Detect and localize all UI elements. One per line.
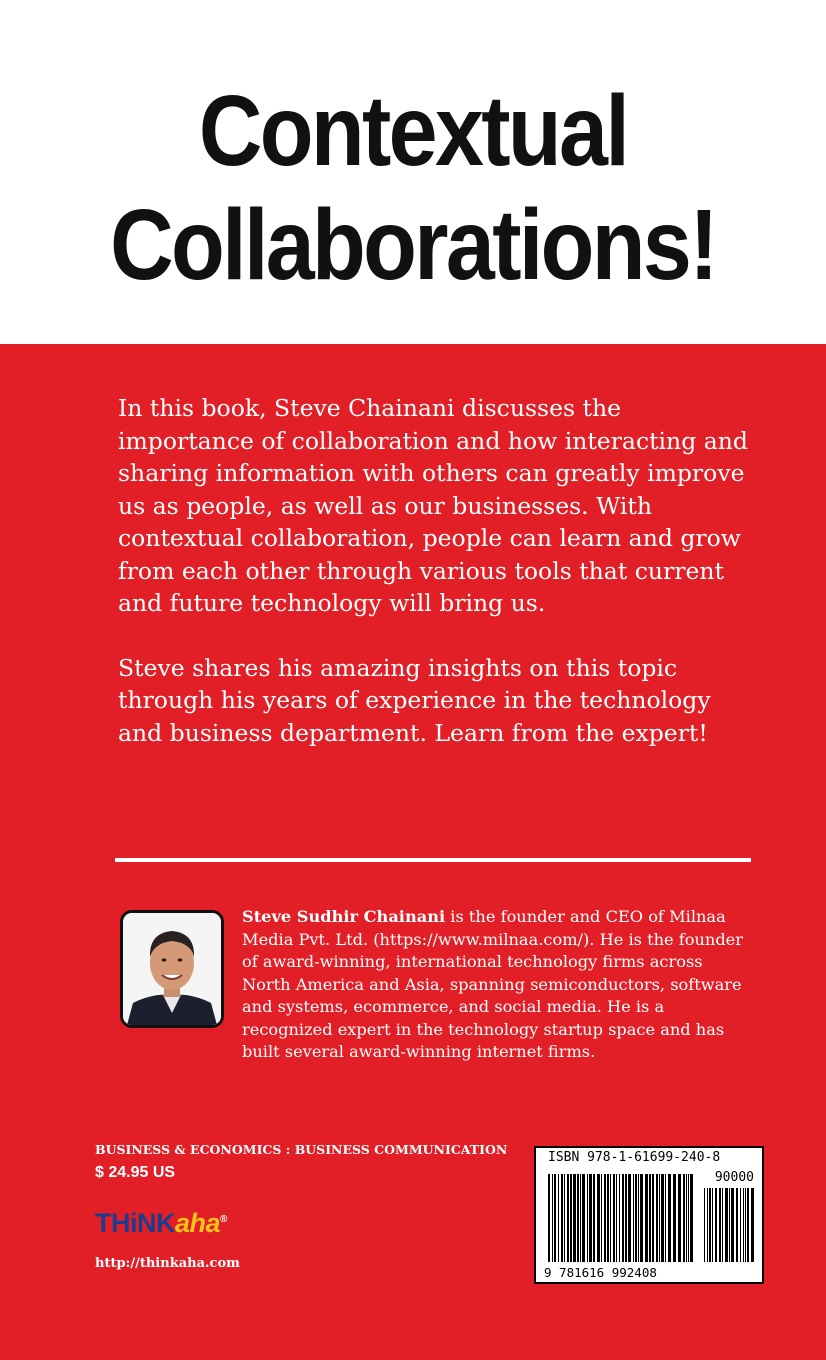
barcode-bar — [673, 1174, 676, 1262]
barcode-bar — [616, 1174, 617, 1262]
barcode-addon-bar — [722, 1188, 723, 1262]
publisher-logo — [95, 1208, 227, 1239]
barcode-addon-bar — [751, 1188, 754, 1262]
barcode-bar — [652, 1174, 654, 1262]
barcode-bar — [554, 1174, 556, 1262]
barcode-bar — [659, 1174, 660, 1262]
barcode-bars — [544, 1170, 758, 1266]
barcode-bar — [690, 1174, 693, 1262]
barcode-bar — [635, 1174, 637, 1262]
book-blurb — [118, 392, 758, 781]
barcode-bar — [570, 1174, 572, 1262]
author-portrait-image — [123, 913, 221, 1025]
barcode-bar — [613, 1174, 615, 1262]
book-category: BUSINESS & ECONOMICS : BUSINESS COMMUNICATION — [95, 1142, 508, 1157]
barcode-addon-bar — [747, 1188, 749, 1262]
barcode-addon-bar — [745, 1188, 746, 1262]
barcode-bar — [686, 1174, 687, 1262]
barcode-bar — [601, 1174, 602, 1262]
book-title-line-1: Contextual — [198, 75, 628, 187]
author-bio — [242, 906, 754, 1064]
barcode-addon-bar — [725, 1188, 728, 1262]
registered-mark: ® — [220, 1214, 227, 1225]
barcode-addon-bar — [704, 1188, 705, 1262]
barcode-bar — [619, 1174, 620, 1262]
barcode-addon-bar — [707, 1188, 708, 1262]
barcode-bar — [622, 1174, 624, 1262]
barcode-addon-bar — [740, 1188, 741, 1262]
barcode-addon-bar — [709, 1188, 711, 1262]
book-price: $ 24.95 US — [95, 1164, 176, 1181]
barcode-bar — [604, 1174, 606, 1262]
isbn-barcode — [534, 1146, 764, 1284]
barcode-bar — [633, 1174, 634, 1262]
barcode-bar — [656, 1174, 658, 1262]
barcode-bar — [649, 1174, 651, 1262]
divider-rule — [115, 858, 751, 862]
barcode-bar — [587, 1174, 588, 1262]
barcode-addon-bar — [729, 1188, 730, 1262]
logo-think-text: THiNK — [95, 1208, 175, 1238]
barcode-bar — [548, 1174, 550, 1262]
barcode-bar — [628, 1174, 631, 1262]
barcode-bar — [625, 1174, 627, 1262]
author-name: Steve Sudhir Chainani — [242, 907, 446, 926]
barcode-bar — [665, 1174, 666, 1262]
author-bio-text: is the founder and CEO of Milnaa Media Pvt. Ltd. (https://www.milnaa.com/). He is the founder of award-winning, international technology firms across North America and Asia, spanning semiconductors, software and systems, ecommerce, and social media. He is a recognized expert in the technology startup space and has built several award-winning internet firms. — [242, 907, 743, 1061]
barcode-bar — [607, 1174, 609, 1262]
barcode-bar — [668, 1174, 671, 1262]
cover-top-section — [0, 0, 826, 344]
barcode-bar — [573, 1174, 576, 1262]
barcode-bar — [610, 1174, 611, 1262]
barcode-bar — [558, 1174, 559, 1262]
barcode-digits: 9 781616 992408 — [544, 1265, 756, 1280]
book-title — [50, 74, 777, 302]
isbn-label: ISBN 978-1-61699-240-8 — [548, 1150, 721, 1165]
blurb-paragraph-2: Steve shares his amazing insights on this topic through his years of experience in the technology and business department. Learn from the expert! — [118, 653, 711, 747]
barcode-bar — [580, 1174, 581, 1262]
barcode-bar — [589, 1174, 592, 1262]
barcode-bar — [645, 1174, 648, 1262]
barcode-bar — [582, 1174, 585, 1262]
barcode-bar — [638, 1174, 639, 1262]
book-title-line-2: Collaborations! — [110, 189, 716, 301]
author-photo — [120, 910, 224, 1028]
barcode-addon-bar — [731, 1188, 734, 1262]
barcode-bar — [561, 1174, 563, 1262]
barcode-addon-bar — [715, 1188, 717, 1262]
barcode-bar — [577, 1174, 579, 1262]
publisher-url[interactable]: http://thinkaha.com — [95, 1256, 240, 1271]
barcode-bar — [683, 1174, 685, 1262]
barcode-bar — [640, 1174, 643, 1262]
blurb-paragraph-1: In this book, Steve Chainani discusses the importance of collaboration and how interacting and sharing information with others can greatly improve us as people, as well as our businesses. With contextual collaboration, people can learn and grow from each other through various tools that current and future technology will bring us. — [118, 394, 748, 617]
barcode-addon-number: 90000 — [714, 1170, 754, 1185]
barcode-bar — [678, 1174, 681, 1262]
barcode-addon-bar — [712, 1188, 713, 1262]
barcode-bar — [552, 1174, 553, 1262]
barcode-bar — [564, 1174, 565, 1262]
barcode-bar — [593, 1174, 595, 1262]
barcode-bar — [661, 1174, 664, 1262]
barcode-addon-bar — [736, 1188, 738, 1262]
barcode-bar — [597, 1174, 600, 1262]
barcode-addon-bar — [719, 1188, 721, 1262]
barcode-bar — [688, 1174, 689, 1262]
barcode-bar — [567, 1174, 569, 1262]
logo-aha-text: aha — [175, 1208, 221, 1238]
barcode-addon-bar — [743, 1188, 744, 1262]
